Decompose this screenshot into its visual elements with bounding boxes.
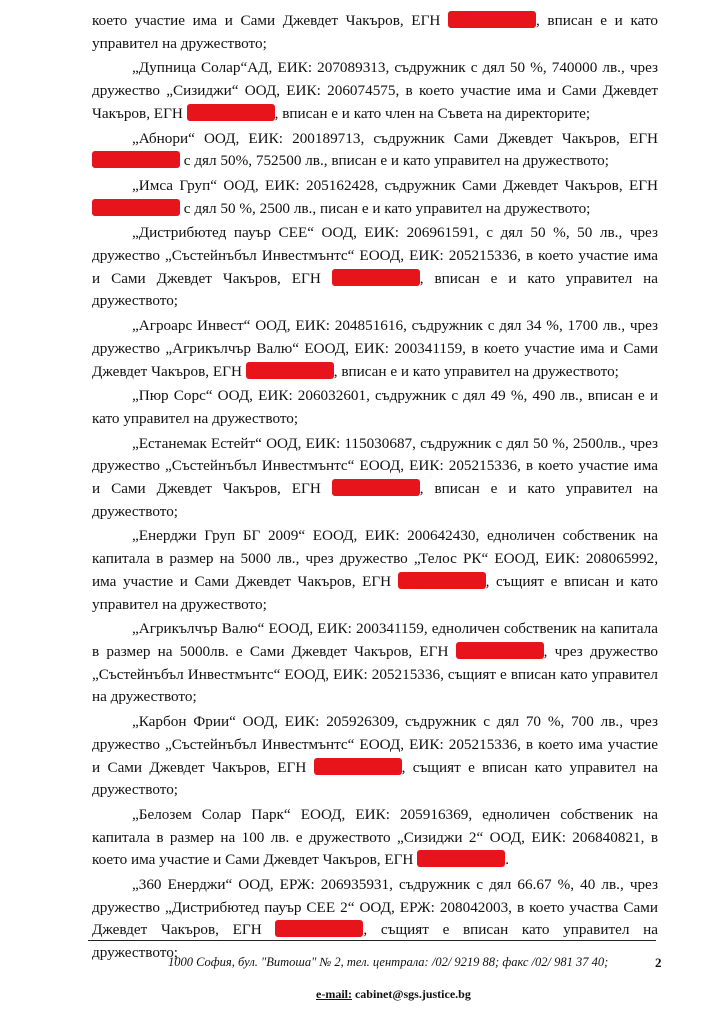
paragraph-12: „Белозем Солар Парк“ ЕООД, ЕИК: 205916369, едноличен собственик на капитала в размер на 100 лв. е дружеството „Сизиджи 2“ ООД, ЕИК: 206840821, в което има участие и Сами Джевдет Чакъров, ЕГН . [92,805,658,869]
paragraph-6: „Агроарс Инвест“ ООД, ЕИК: 204851616, съдружник с дял 34 %, 1700 лв., чрез дружество „Агрикълчър Валю“ ЕООД, ЕИК: 200341159, в което участие има и Сами Джевдет Чакъров, ЕГН , вписан е и като управител на дружеството; [92,317,658,380]
document-body [92,10,658,967]
redaction-mark [398,572,486,589]
redaction-mark [448,11,536,28]
paragraph-7: „Пюр Сорс“ ООД, ЕИК: 206032601, съдружник с дял 49 %, 490 лв., вписан е и като управител на дружеството; [92,387,658,427]
footer-email [316,987,471,1002]
redaction-mark [92,199,180,216]
page-number: 2 [655,955,662,970]
paragraph-11: „Карбон Фрии“ ООД, ЕИК: 205926309, съдружник с дял 70 %, 700 лв., чрез дружество „Състейнъбъл Инвестмънтс“ ЕООД, ЕИК: 205215336, в което има участие и Сами Джевдет Чакъров, ЕГН , същият е вписан като управител на дружеството; [92,713,658,799]
email-label: e-mail: [316,987,352,1001]
redaction-mark [246,362,334,379]
redaction-mark [417,850,505,867]
paragraph-3: „Абнори“ ООД, ЕИК: 200189713, съдружник Сами Джевдет Чакъров, ЕГН с дял 50%, 752500 лв., вписан е и като управител на дружеството; [92,128,658,173]
paragraph-13: „360 Енерджи“ ООД, ЕРЖ: 206935931, съдружник с дял 66.67 %, 40 лв., чрез дружество „Дистрибютед пауър СЕЕ 2“ ООД, ЕРЖ: 208042003, в което участва Сами Джевдет Чакъров, ЕГН , същият е вписан като управител на дружеството; [92,876,658,962]
redaction-mark [92,151,180,168]
redaction-mark [187,104,275,121]
paragraph-8: „Естанемак Естейт“ ООД, ЕИК: 115030687, съдружник с дял 50 %, 2500лв., чрез дружество „Състейнъбъл Инвестмънтс“ ЕООД, ЕИК: 205215336, в което участие има и Сами Джевдет Чакъров, ЕГН , вписан е и като управител на дружеството; [92,434,658,520]
redaction-mark [314,758,402,775]
paragraph-4: „Имса Груп“ ООД, ЕИК: 205162428, съдружник Сами Джевдет Чакъров, ЕГН с дял 50 %, 2500 лв., писан е и като управител на дружеството; [92,175,658,220]
redaction-mark [332,479,420,496]
footer-divider [88,940,656,941]
paragraph-5: „Дистрибютед пауър СЕЕ“ ООД, ЕИК: 206961591, с дял 50 %, 50 лв., чрез дружество „Състейнъбъл Инвестмънтс“ ЕООД, ЕИК: 205215336, в което участие има и Сами Джевдет Чакъров, ЕГН , вписан е и като управител на дружеството; [92,224,658,310]
redaction-mark [332,269,420,286]
paragraph-10: „Агрикълчър Валю“ ЕООД, ЕИК: 200341159, едноличен собственик на капитала в размер на 5000лв. е Сами Джевдет Чакъров, ЕГН , чрез дружество „Състейнъбъл Инвестмънтс“ ЕООД, ЕИК: 205215336, същият е вписан като управител на дружеството; [92,620,658,706]
footer-address: 1000 София, бул. "Витоша" № 2, тел. централа: /02/ 9219 88; факс /02/ 981 37 40; [168,955,609,969]
paragraph-2: „Дупница Солар“АД, ЕИК: 207089313, съдружник с дял 50 %, 740000 лв., чрез дружество „Сизиджи“ ООД, ЕИК: 206074575, в което участие има и Сами Джевдет Чакъров, ЕГН , вписан е и като член на Съвета на директорите; [92,59,658,122]
email-address[interactable]: cabinet@sgs.justice.bg [354,987,471,1001]
redaction-mark [456,642,544,659]
redaction-mark [275,920,363,937]
paragraph-9: „Енерджи Груп БГ 2009“ ЕООД, ЕИК: 200642430, едноличен собственик на капитала в размер на 5000 лв., чрез дружество „Телос РК“ ЕООД, ЕИК: 208065992, има участие и Сами Джевдет Чакъров, ЕГН , същият е вписан и като управител на дружеството; [92,527,658,613]
paragraph-1: което участие има и Сами Джевдет Чакъров, ЕГН , вписан е и като управител на дружеството; [92,12,658,52]
